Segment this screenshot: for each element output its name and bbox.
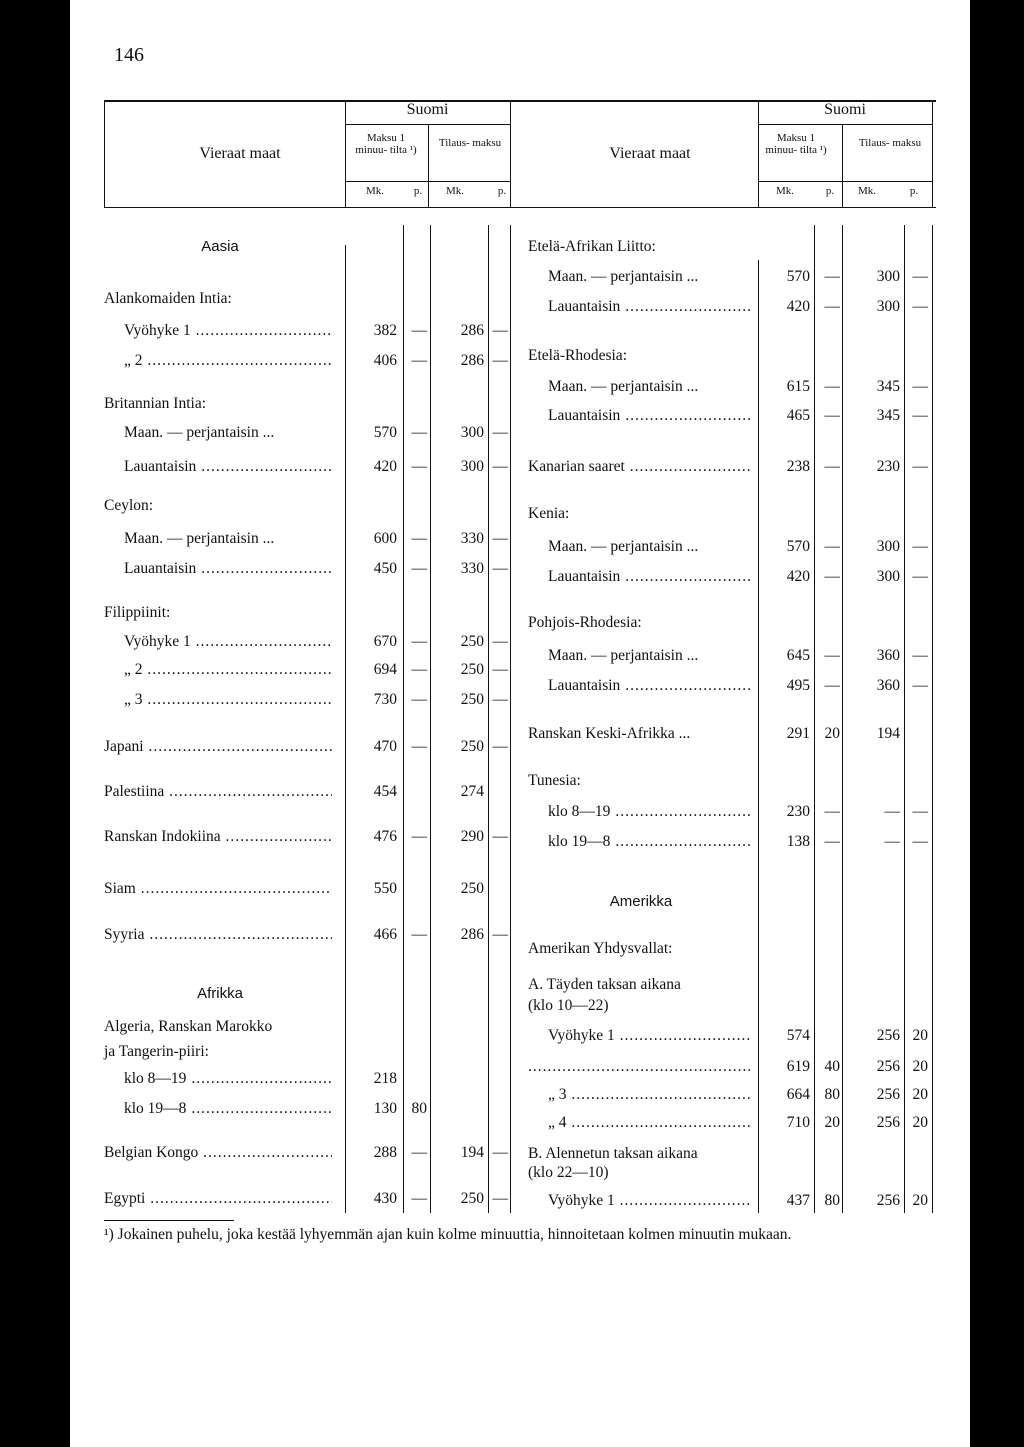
rate-value-c: 256 [876,1114,900,1131]
rate-value-c: 286 [460,926,484,943]
rate-value-d: — [492,560,508,577]
rate-value-d: — [912,833,928,850]
rate-value-d: 20 [912,1058,928,1075]
footnote: ¹) Jokainen puhelu, joka kestää lyhyemmän ajan kuin kolme minuuttia, hinnoitetaan kolmen minuutin mukaan. [104,1226,792,1243]
rate-value-d: — [912,538,928,555]
row-label: Kanarian saaret ..... [528,458,750,476]
rate-value-b: 80 [824,1086,840,1103]
section-title: Amerikka [609,893,673,910]
rate-row [70,1144,970,1166]
rate-value-b: — [824,268,840,285]
header-p2-left: p. [497,185,507,197]
rate-value-a: 406 [373,352,397,369]
row-label: Lauantaisin ..... [548,407,750,425]
header-vline [345,101,346,207]
rate-value-b: — [824,568,840,585]
row-label: „ 2 ..... [124,661,332,679]
rate-value-a: 420 [786,568,810,585]
rate-value-c: 360 [876,677,900,694]
header-suomi-left: Suomi [406,101,449,118]
rate-row [70,352,970,374]
rate-value-d: — [492,738,508,755]
rate-value-b: — [411,661,427,678]
rate-value-d: 20 [912,1027,928,1044]
rate-value-a: 238 [786,458,810,475]
rate-value-d: — [912,298,928,315]
rate-value-d: — [492,661,508,678]
rate-row [70,1058,970,1080]
rate-value-d: — [492,458,508,475]
header-p2-right: p. [909,185,919,197]
rate-value-c: 290 [460,828,484,845]
group-heading-text: Alankomaiden Intia: [104,290,232,307]
rate-value-a: 420 [373,458,397,475]
row-label [528,1058,750,1076]
rate-value-b: 80 [824,1192,840,1209]
rate-value-c: 250 [460,738,484,755]
rate-value-b: — [824,378,840,395]
rate-value-a: 664 [786,1086,810,1103]
rate-row [70,1086,970,1108]
rate-value-a: 550 [373,880,397,897]
row-label: Lauantaisin ..... [124,458,332,476]
rate-value-d: — [492,691,508,708]
rate-value-a: 230 [786,803,810,820]
rate-value-c: 300 [876,298,900,315]
group-heading-text: (klo 22—10) [528,1164,609,1181]
row-label: Palestiina ..... [104,783,332,801]
row-label: Maan. — perjantaisin ... [124,530,275,547]
rate-value-c: — [884,803,900,820]
rate-value-c: 330 [460,560,484,577]
rate-value-d: 20 [912,1114,928,1131]
rate-value-d: — [912,803,928,820]
header-p1-left: p. [413,185,423,197]
rate-value-d: — [912,407,928,424]
rate-value-b: 80 [411,1100,427,1117]
rate-value-a: 495 [786,677,810,694]
rate-value-a: 218 [373,1070,397,1087]
rate-value-c: 300 [876,568,900,585]
header-country-left: Vieraat maat [199,145,281,162]
rate-value-c: 194 [460,1144,484,1161]
rate-value-a: 730 [373,691,397,708]
rate-value-b: — [824,538,840,555]
header-mk2-left: Mk. [445,185,465,197]
rate-value-d: — [912,268,928,285]
rate-row [70,725,970,747]
rate-row [70,458,970,480]
rate-value-b: — [824,458,840,475]
rate-value-c: 256 [876,1027,900,1044]
rate-value-b: 40 [824,1058,840,1075]
rate-value-b: — [411,352,427,369]
rate-value-d: — [912,378,928,395]
row-label: Siam ..... [104,880,332,898]
rate-value-a: 710 [786,1114,810,1131]
rate-value-d: — [492,424,508,441]
rate-row [70,1192,970,1214]
rate-value-a: 420 [786,298,810,315]
group-heading-text: ja Tangerin-piiri: [104,1043,209,1060]
rate-value-c: 300 [876,538,900,555]
row-label: klo 19—8 ..... [548,833,750,851]
rate-value-c: 256 [876,1086,900,1103]
rate-value-d: — [492,1144,508,1161]
rate-value-d: — [912,677,928,694]
rate-value-a: 615 [786,378,810,395]
rate-value-b: — [411,322,427,339]
rate-value-a: 694 [373,661,397,678]
rate-value-b: — [411,458,427,475]
rate-value-b: 20 [824,1114,840,1131]
rate-value-b: — [824,647,840,664]
rate-value-a: 450 [373,560,397,577]
header-vline [104,101,105,207]
rate-value-c: 360 [876,647,900,664]
row-label: Lauantaisin ..... [124,560,332,578]
row-label: Lauantaisin ..... [548,568,750,586]
rate-value-c: 194 [876,725,900,742]
rate-value-c: 250 [460,633,484,650]
rate-value-c: 286 [460,352,484,369]
rate-value-b: — [411,633,427,650]
row-label: Ranskan Indokiina ..... [104,828,332,846]
rate-value-b: — [411,1144,427,1161]
rate-value-c: 274 [460,783,484,800]
row-label: Belgian Kongo ..... [104,1144,332,1162]
rate-value-d: — [912,568,928,585]
rate-value-d: — [492,530,508,547]
rate-value-c: 250 [460,691,484,708]
group-heading-text: Britannian Intia: [104,395,207,412]
rate-value-b: — [824,833,840,850]
row-label: Japani ..... [104,738,332,756]
row-label: Maan. — perjantaisin ... [124,424,275,441]
rate-value-d: — [912,647,928,664]
rate-value-d: 20 [912,1086,928,1103]
row-label: klo 19—8 ..... [124,1100,332,1118]
rate-value-a: 465 [786,407,810,424]
rate-value-a: 670 [373,633,397,650]
header-suomi-right: Suomi [824,101,866,118]
rate-value-c: 250 [460,880,484,897]
rate-value-c: 230 [876,458,900,475]
rate-value-c: 250 [460,661,484,678]
header-vline [510,101,511,207]
row-label: Maan. — perjantaisin ... [548,268,699,285]
group-heading-text: Etelä-Rhodesia: [528,347,627,364]
rate-value-a: 600 [373,530,397,547]
rate-value-b: — [411,926,427,943]
row-label: Maan. — perjantaisin ... [548,378,699,395]
rate-value-d: — [492,322,508,339]
rate-value-d: — [492,633,508,650]
rate-value-a: 288 [373,1144,397,1161]
row-label: „ 4 ..... [548,1114,750,1132]
rate-value-d: — [492,828,508,845]
row-label: klo 8—19 ..... [124,1070,332,1088]
rate-row [70,407,970,429]
group-heading-text: Etelä-Afrikan Liitto: [528,238,656,255]
header-vline [842,125,843,207]
rate-row [70,926,970,948]
section-title: Afrikka [197,985,243,1002]
rate-value-a: 466 [373,926,397,943]
rate-row [70,1027,970,1049]
header-p1-right: p. [825,185,835,197]
page [70,0,970,1447]
rate-value-a: 574 [786,1027,810,1044]
rate-value-d: — [492,926,508,943]
row-label: Ranskan Keski-Afrikka ... [528,725,691,742]
group-heading-text: B. Alennetun taksan aikana [528,1145,698,1162]
group-heading-text: (klo 10—22) [528,997,609,1014]
rate-row [70,833,970,855]
row-label: „ 3 ..... [548,1086,750,1104]
group-heading-text: Filippiinit: [104,604,171,621]
rate-value-a: 382 [373,322,397,339]
rate-value-a: 138 [786,833,810,850]
header-mk2-right: Mk. [857,185,877,197]
rate-value-a: 570 [373,424,397,441]
header-vline [932,101,933,207]
header-mk1-right: Mk. [775,185,795,197]
rate-value-c: 256 [876,1192,900,1209]
row-label: Vyöhyke 1 ..... [548,1192,750,1210]
rate-row [70,880,970,902]
row-label: Lauantaisin ..... [548,298,750,316]
rate-value-d: — [492,1190,508,1207]
rate-value-c: 330 [460,530,484,547]
footnote-rule [104,1220,234,1221]
rate-row [70,783,970,805]
row-label: klo 8—19 ..... [548,803,750,821]
rate-value-c: 345 [876,378,900,395]
header-unit-rule [345,181,510,182]
rate-row [70,647,970,669]
rate-row [70,322,970,344]
header-vline [428,125,429,207]
header-tilaus-left: Tilaus- maksu [438,137,502,149]
rate-row [70,568,970,590]
row-label: Maan. — perjantaisin ... [548,538,699,555]
rate-value-b: — [411,1190,427,1207]
row-label: Syyria ..... [104,926,332,944]
rate-row [70,538,970,560]
rate-value-c: — [884,833,900,850]
page-number: 146 [114,44,144,66]
rate-value-b: — [824,803,840,820]
rate-value-b: — [411,424,427,441]
header-tilaus-right: Tilaus- maksu [858,137,922,149]
row-label: Vyöhyke 1 ..... [124,633,332,651]
group-heading-text: Kenia: [528,505,570,522]
header-bottom-rule [104,207,936,208]
row-label: Vyöhyke 1 ..... [548,1027,750,1045]
rate-value-c: 256 [876,1058,900,1075]
group-heading-text: Ceylon: [104,497,154,514]
header-maksu-left: Maksu 1 minuu- tilta ¹) [355,132,417,156]
group-heading-text: Amerikan Yhdysvallat: [528,940,673,957]
rate-row [70,268,970,290]
header-country-right: Vieraat maat [609,145,691,162]
rate-value-b: 20 [824,725,840,742]
header-suomi-rule [758,124,932,125]
rate-value-a: 570 [786,268,810,285]
rate-value-d: 20 [912,1192,928,1209]
rate-value-c: 250 [460,1190,484,1207]
rate-value-c: 300 [460,424,484,441]
rate-value-a: 130 [373,1100,397,1117]
group-heading-text: A. Täyden taksan aikana [528,976,681,993]
rate-value-b: — [411,828,427,845]
rate-value-c: 286 [460,322,484,339]
rate-row [70,378,970,400]
rate-value-b: — [411,691,427,708]
group-heading-text: Pohjois-Rhodesia: [528,614,642,631]
header-mk1-left: Mk. [365,185,385,197]
rate-value-b: — [411,530,427,547]
header-suomi-rule [345,124,510,125]
rate-row [70,803,970,825]
group-heading-text: Algeria, Ranskan Marokko [104,1018,273,1035]
rate-value-c: 345 [876,407,900,424]
rate-value-b: — [824,407,840,424]
rate-value-a: 291 [786,725,810,742]
rate-value-a: 645 [786,647,810,664]
header-maksu-right: Maksu 1 minuu- tilta ¹) [765,132,827,156]
rate-value-d: — [912,458,928,475]
row-label: Lauantaisin ..... [548,677,750,695]
row-label: Egypti ..... [104,1190,332,1208]
rate-row [70,677,970,699]
row-label: Maan. — perjantaisin ... [548,647,699,664]
rate-value-a: 570 [786,538,810,555]
rate-row [70,1114,970,1136]
rate-value-a: 476 [373,828,397,845]
section-title: Aasia [201,238,239,255]
rate-value-a: 437 [786,1192,810,1209]
rate-row [70,298,970,320]
row-label: „ 2 ..... [124,352,332,370]
rate-value-b: — [411,738,427,755]
header-vline [758,101,759,207]
rate-value-a: 454 [373,783,397,800]
rate-value-d: — [492,352,508,369]
rate-value-a: 619 [786,1058,810,1075]
rate-value-c: 300 [460,458,484,475]
rate-value-b: — [411,560,427,577]
rate-value-a: 470 [373,738,397,755]
row-label: „ 3 ..... [124,691,332,709]
group-heading-text: Tunesia: [528,772,581,789]
header-unit-rule [758,181,932,182]
rate-value-b: — [824,298,840,315]
rate-value-c: 300 [876,268,900,285]
rate-value-b: — [824,677,840,694]
rate-value-a: 430 [373,1190,397,1207]
row-label: Vyöhyke 1 ..... [124,322,332,340]
